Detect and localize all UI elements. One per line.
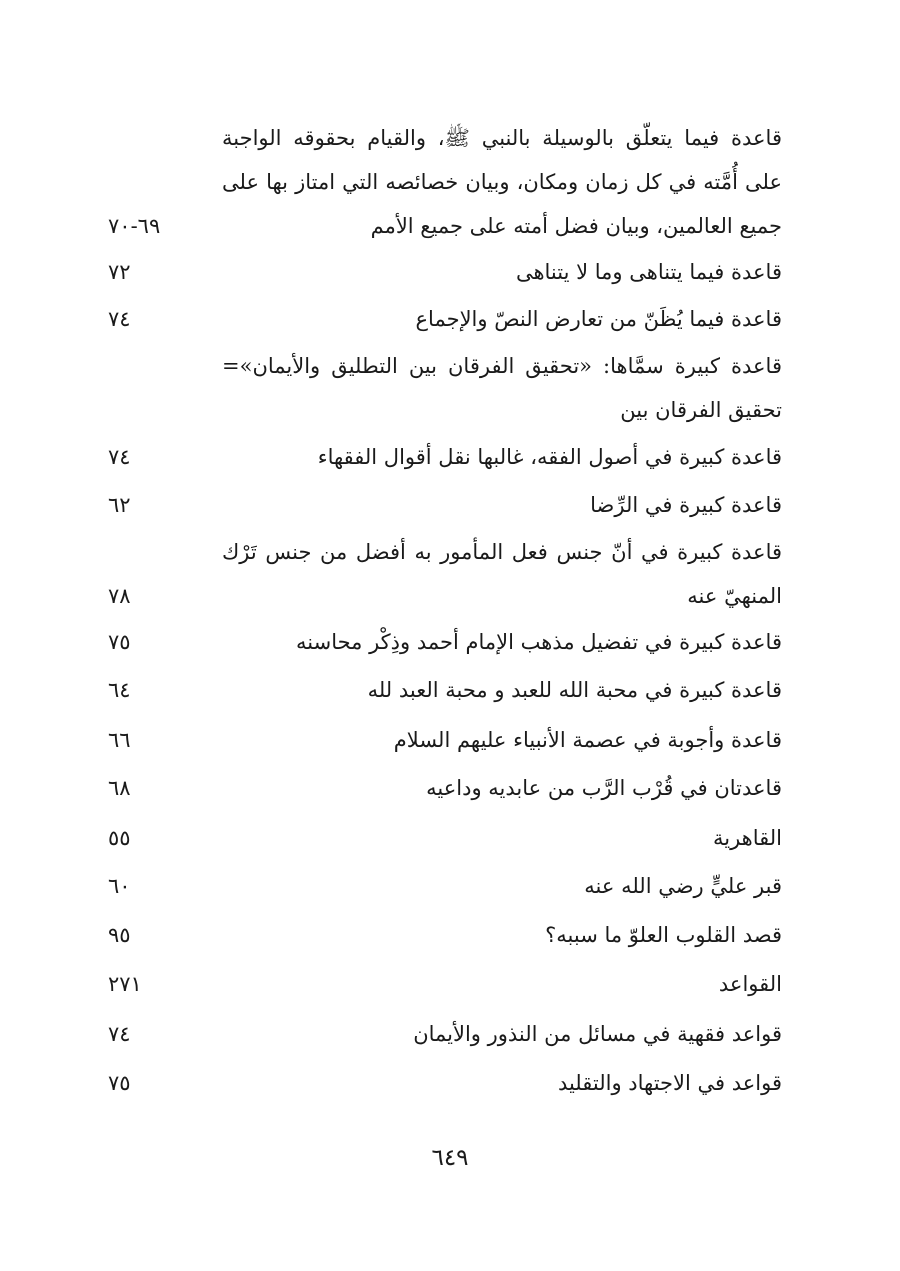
index-entry-text: قبر عليٍّ رضي الله عنه bbox=[584, 874, 782, 898]
index-entry-page: ٦٠ bbox=[108, 874, 131, 898]
index-entry-text: قاعدة كبيرة سمَّاها: «تحقيق الفرقان بين التطليق والأيمان»= تحقيق الفرقان بين bbox=[222, 354, 782, 422]
index-entry-page: ٧٨ bbox=[108, 584, 131, 608]
index-entry-page: ٦٢ bbox=[108, 493, 131, 517]
index-entry-page: ٦٨ bbox=[108, 776, 131, 800]
index-entry bbox=[0, 344, 900, 434]
index-entry-page: ٧٢ bbox=[108, 260, 131, 284]
index-entry bbox=[0, 530, 900, 620]
index-entry-text: قاعدة كبيرة في تفضيل مذهب الإمام أحمد وذِكْر محاسنه bbox=[296, 630, 782, 654]
index-entry-page: ٧٤ bbox=[108, 445, 131, 469]
index-entry-page: ٦٦ bbox=[108, 728, 131, 752]
index-entry-text: قصد القلوب العلوّ ما سببه؟ bbox=[545, 923, 782, 947]
index-entry-text: قاعدة فيما يتناهى وما لا يتناهى bbox=[515, 260, 782, 284]
index-entry bbox=[0, 116, 900, 248]
index-entry-page: ٦٩-٧٠ bbox=[108, 214, 161, 238]
index-entry-text: قاعدة كبيرة في محبة الله للعبد و محبة العبد لله bbox=[367, 678, 782, 702]
index-entry-text: قاعدة فيما يُظَنّ من تعارض النصّ والإجماع bbox=[415, 307, 782, 331]
index-entry-text: قواعد فقهية في مسائل من النذور والأيمان bbox=[413, 1022, 782, 1046]
index-entry-text: قاعدة كبيرة في أنّ جنس فعل المأمور به أفضل من جنس تَرْك المنهيّ عنه bbox=[222, 540, 782, 608]
index-entry-text: القاهرية bbox=[712, 826, 782, 850]
index-entry-page: ٧٥ bbox=[108, 1071, 131, 1095]
index-entry-page: ٧٥ bbox=[108, 630, 131, 654]
index-entry-text: قواعد في الاجتهاد والتقليد bbox=[557, 1071, 782, 1095]
index-entry-text: قاعدتان في قُرْب الرَّب من عابديه وداعيه bbox=[426, 776, 782, 800]
index-entry-page: ٧٤ bbox=[108, 1022, 131, 1046]
index-entry-page: ٦٤ bbox=[108, 678, 131, 702]
index-entry-text: قاعدة وأجوبة في عصمة الأنبياء عليهم السلام bbox=[393, 728, 782, 752]
index-entry-text: قاعدة كبيرة في الرِّضا bbox=[590, 493, 782, 517]
index-entry-page: ٥٥ bbox=[108, 826, 131, 850]
index-entry-text: القواعد bbox=[718, 972, 782, 996]
index-entry-page: ٧٤ bbox=[108, 307, 131, 331]
page-number: ٦٤٩ bbox=[431, 1145, 469, 1171]
index-entry-page: ٢٧١ bbox=[108, 972, 142, 996]
index-entry-text: قاعدة كبيرة في أصول الفقه، غالبها نقل أقوال الفقهاء bbox=[317, 445, 782, 469]
index-entry-page: ٩٥ bbox=[108, 923, 131, 947]
index-entry-text: قاعدة فيما يتعلّق بالوسيلة بالنبي ﷺ، والقيام بحقوقه الواجبة على أُمَّته في كل زمان ومكان، وبيان خصائصه التي امتاز بها على جميع العالمين، وبيان فضل أمته على جميع الأمم bbox=[222, 126, 782, 238]
